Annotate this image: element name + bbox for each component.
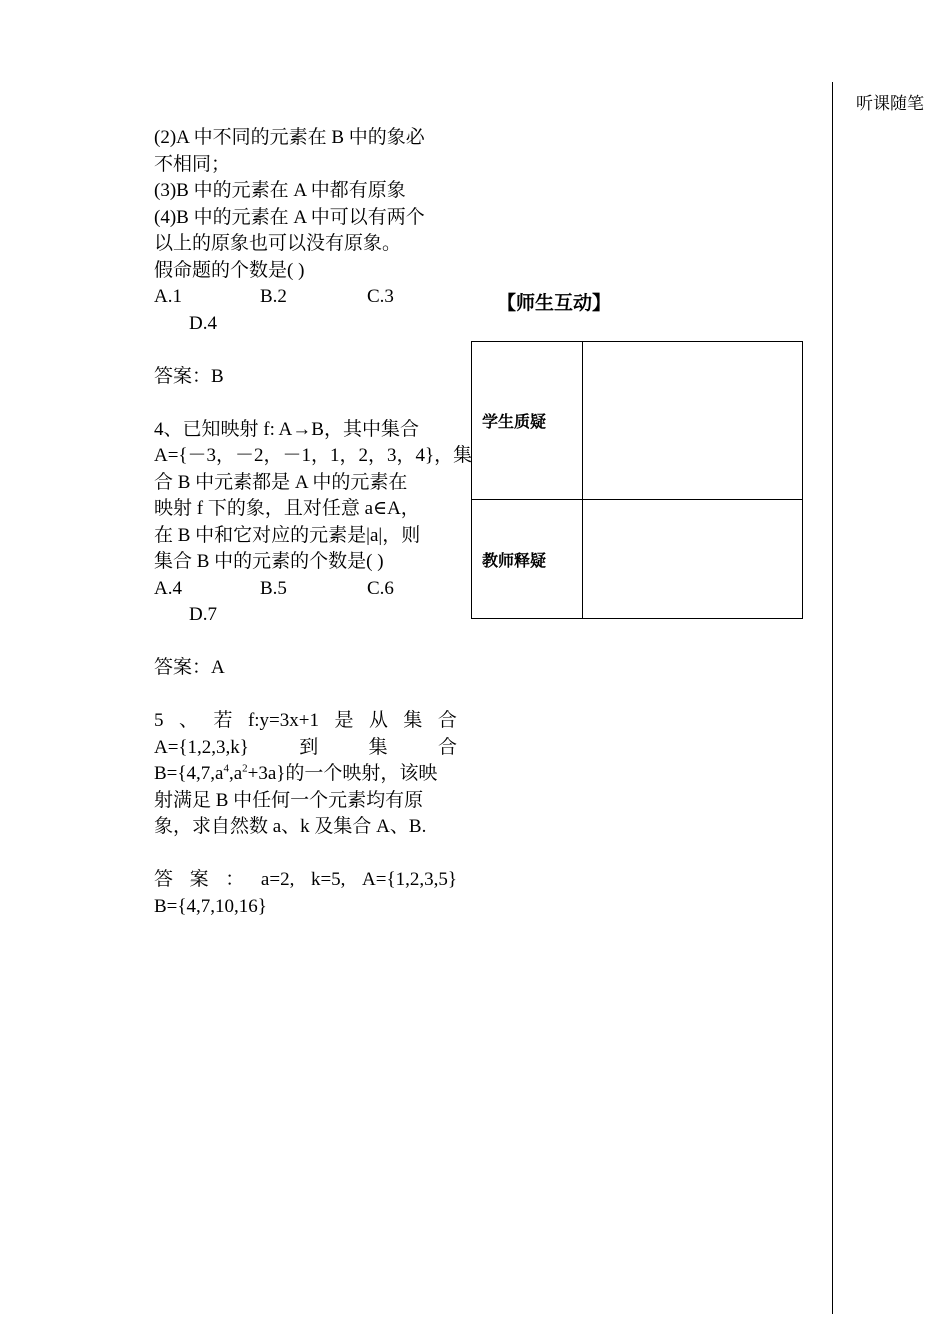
q4-option-c: C.6 <box>367 577 394 599</box>
q4-line: 合 B 中元素都是 A 中的元素在 <box>154 471 408 493</box>
teacher-answer-row <box>472 500 803 619</box>
q5-word: 集 <box>403 710 423 731</box>
teacher-answer-area[interactable] <box>583 500 803 619</box>
q5-exponent: 4 <box>223 762 229 775</box>
q5-word: f:y=3x+1 <box>247 710 319 731</box>
q5-word: 合 <box>437 710 457 731</box>
q3-options <box>154 284 457 311</box>
q5-line-1 <box>154 708 457 735</box>
q5-text: ,a <box>228 763 243 784</box>
q5-line-2 <box>154 735 457 762</box>
q4-line: 集合 B 中的元素的个数是( ) <box>154 551 384 572</box>
interaction-title: 【师生互动】 <box>497 292 612 314</box>
q3-line: 不相同； <box>154 153 231 175</box>
q5-text: B={4,7,a <box>154 763 224 784</box>
student-question-row <box>472 342 803 500</box>
q5-word: 集 <box>368 736 388 758</box>
exercise-column <box>154 125 473 920</box>
q5-answer-word: a=2, <box>260 869 295 890</box>
q5-answer-word: 案 <box>189 869 209 890</box>
q5-word: 从 <box>368 710 388 731</box>
q4-line: 在 B 中和它对应的元素是|a|，则 <box>154 524 421 546</box>
q5-word: 5 <box>154 710 164 731</box>
q5-answer-word: ： <box>225 869 245 890</box>
q4-option-a: A.4 <box>154 577 182 599</box>
q3-option-b: B.2 <box>260 286 287 307</box>
margin-divider <box>832 82 833 1314</box>
q5-answer-line-2: B={4,7,10,16} <box>154 895 267 917</box>
q5-line-4: 射满足 B 中任何一个元素均有原 <box>154 789 424 811</box>
q5-word: 到 <box>299 736 319 758</box>
q3-line: 以上的原象也可以没有原象。 <box>154 233 402 254</box>
q4-option-b: B.5 <box>260 577 287 599</box>
q5-word: 若 <box>213 710 233 731</box>
q5-word: A={1,2,3,k} <box>154 736 249 758</box>
q5-word: 合 <box>437 736 457 758</box>
q5-answer-word: A={1,2,3,5} <box>362 869 457 890</box>
q3-answer: 答案：B <box>154 365 224 387</box>
q3-line: 假命题的个数是( ) <box>154 259 305 281</box>
q4-options <box>154 576 457 603</box>
q4-answer: 答案：A <box>154 657 225 678</box>
q5-answer-word: 答 <box>154 869 174 890</box>
q5-word: 是 <box>334 710 354 731</box>
q3-option-d: D.4 <box>189 312 217 334</box>
q3-line: (2)A 中不同的元素在 B 中的象必 <box>154 127 425 148</box>
q5-text: +3a}的一个映射，该映 <box>247 763 438 784</box>
q5-answer-word: k=5, <box>310 869 346 890</box>
q4-line: 4、已知映射 f: A→B，其中集合 <box>154 418 419 440</box>
student-question-area[interactable] <box>583 342 803 500</box>
interaction-table <box>471 341 803 619</box>
q3-option-c: C.3 <box>367 286 394 307</box>
q4-line: 映射 f 下的象，且对任意 a∈A， <box>154 498 420 519</box>
student-question-label: 学生质疑 <box>472 342 583 500</box>
q3-option-a: A.1 <box>154 286 182 307</box>
q5-line-5: 象，求自然数 a、k 及集合 A、B. <box>154 816 427 837</box>
q5-word: 、 <box>178 710 198 731</box>
side-note-title: 听课随笔 <box>856 94 924 114</box>
q3-line: (4)B 中的元素在 A 中可以有两个 <box>154 206 425 228</box>
q5-line-3 <box>154 761 457 788</box>
q5-exponent: 2 <box>242 762 248 775</box>
teacher-answer-label: 教师释疑 <box>472 500 583 619</box>
q5-answer-line-1 <box>154 867 457 894</box>
q3-line: (3)B 中的元素在 A 中都有原象 <box>154 180 406 201</box>
q4-option-d: D.7 <box>189 604 217 625</box>
q4-line: A={－3，－2，－1，1，2，3，4}，集 <box>154 445 473 466</box>
